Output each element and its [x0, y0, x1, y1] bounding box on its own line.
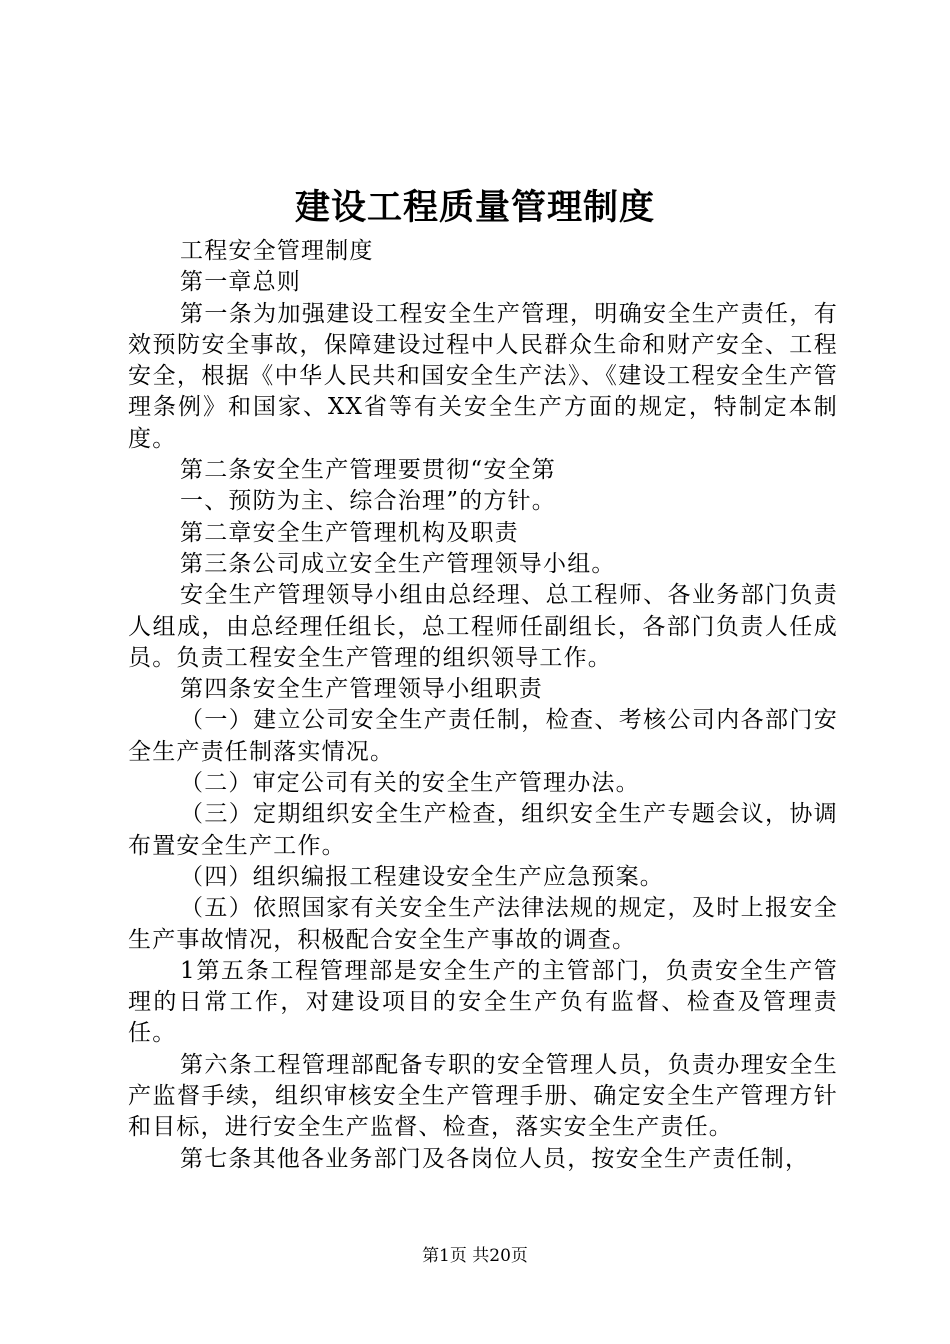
- paragraph: （四）组织编报工程建设安全生产应急预案。: [180, 863, 664, 890]
- paragraph: 第六条工程管理部配备专职的安全管理人员，负责办理安全生产监督手续，组织审核安全生产管理手册、确定安全生产管理方针和目标，进行安全生产监督、检查，落实安全生产责任。: [128, 1051, 838, 1141]
- paragraph: 第二条安全生产管理要贯彻“安全第: [180, 457, 556, 484]
- paragraph: 第一条为加强建设工程安全生产管理，明确安全生产责任，有效预防安全事故，保障建设过程中人民群众生命和财产安全、工程安全，根据《中华人民共和国安全生产法》、《建设工程安全生产管理条例》和国家、XX省等有关安全生产方面的规定，特制定本制度。: [128, 300, 838, 452]
- document-body: [128, 236, 838, 1175]
- paragraph: 第一章总则: [180, 269, 301, 296]
- page-footer: 第1页 共20页: [422, 1246, 528, 1266]
- paragraph: 第二章安全生产管理机构及职责: [180, 519, 519, 546]
- paragraph: （五）依照国家有关安全生产法律法规的规定，及时上报安全生产事故情况，积极配合安全生产事故的调查。: [128, 895, 838, 953]
- paragraph: 工程安全管理制度: [180, 238, 374, 264]
- paragraph: （三）定期组织安全生产检查，组织安全生产专题会议，协调布置安全生产工作。: [128, 801, 838, 859]
- document-title: 建设工程质量管理制度: [294, 187, 655, 228]
- paragraph: 安全生产管理领导小组由总经理、总工程师、各业务部门负责人组成，由总经理任组长，总工程师任副组长，各部门负责人任成员。负责工程安全生产管理的组织领导工作。: [128, 582, 838, 671]
- paragraph: 一、预防为主、综合治理”的方针。: [180, 488, 556, 515]
- paragraph: 1第五条工程管理部是安全生产的主管部门，负责安全生产管理的日常工作，对建设项目的安全生产负有监督、检查及管理责任。: [128, 957, 838, 1047]
- paragraph: （一）建立公司安全生产责任制，检查、考核公司内各部门安全生产责任制落实情况。: [128, 707, 838, 765]
- paragraph: 第七条其他各业务部门及各岗位人员，按安全生产责任制，: [180, 1145, 810, 1172]
- paragraph: 第三条公司成立安全生产管理领导小组。: [180, 550, 616, 577]
- paragraph: 第四条安全生产管理领导小组职责: [180, 676, 543, 703]
- paragraph: （二）审定公司有关的安全生产管理办法。: [180, 770, 640, 797]
